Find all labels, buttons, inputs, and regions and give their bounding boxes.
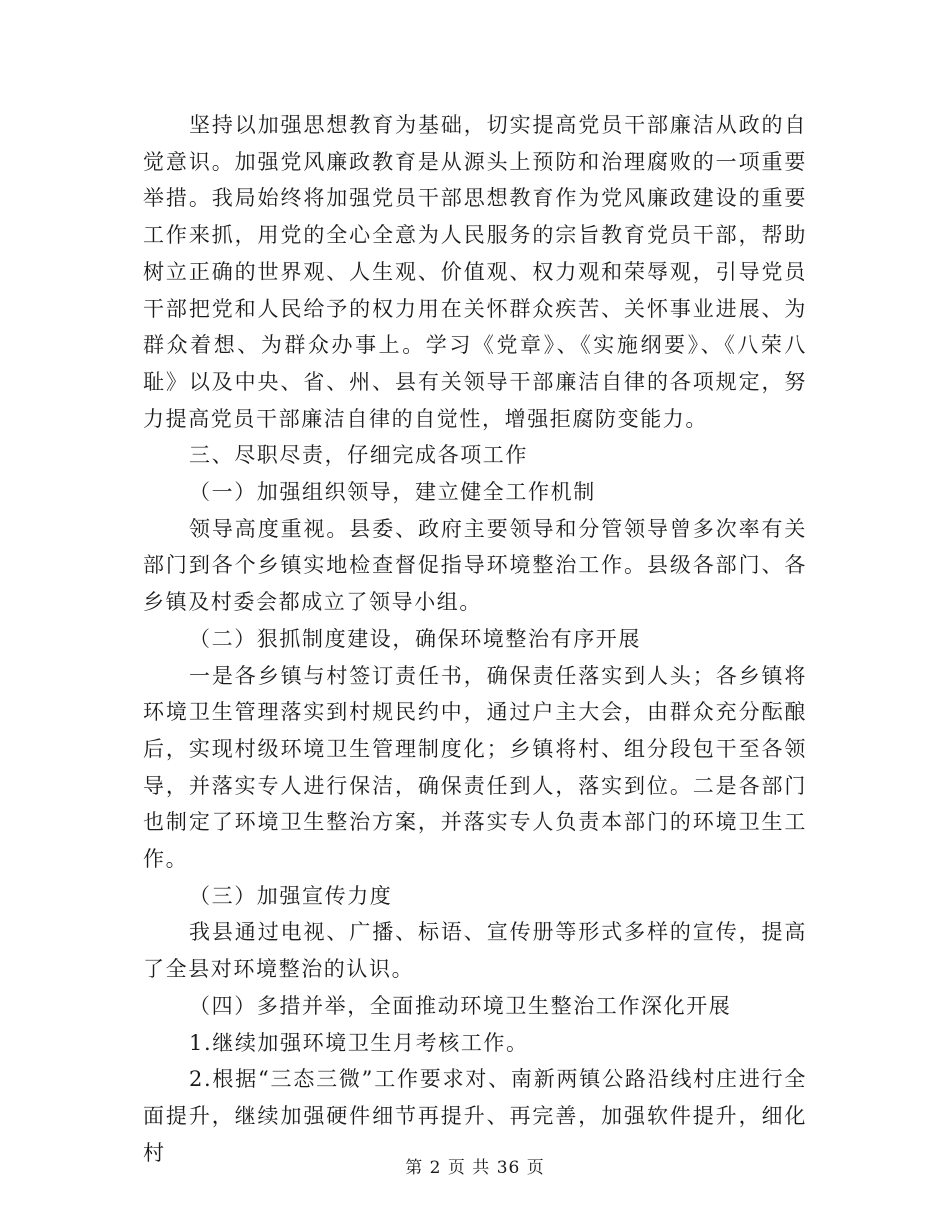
list-item-one: 1.继续加强环境卫生月考核工作。 bbox=[189, 1030, 529, 1055]
subheading-four: （四）多措并举，全面推动环境卫生整治工作深化开展 bbox=[189, 993, 732, 1018]
subheading-one: （一）加强组织领导，建立健全工作机制 bbox=[189, 480, 596, 505]
paragraph-leadership: 领导高度重视。县委、政府主要领导和分管领导曾多次率有关部门到各个乡镇实地检查督促指导环境整治工作。县级各部门、各乡镇及村委会都成立了领导小组。 bbox=[143, 516, 807, 615]
paragraph-publicity: 我县通过电视、广播、标语、宣传册等形式多样的宣传，提高了全县对环境整治的认识。 bbox=[143, 920, 807, 982]
list-item-two: 2.根据“三态三微”工作要求对、南新两镇公路沿线村庄进行全面提升，继续加强硬件细节再提升、再完善，加强软件提升，细化村 bbox=[143, 1067, 807, 1165]
section-heading-three: 三、尽职尽责，仔细完成各项工作 bbox=[189, 443, 528, 468]
page-number-footer: 第 2 页 共 36 页 bbox=[405, 1158, 545, 1178]
subheading-two: （二）狠抓制度建设，确保环境整治有序开展 bbox=[189, 626, 641, 651]
subheading-three: （三）加强宣传力度 bbox=[189, 883, 393, 908]
document-body bbox=[143, 107, 807, 1171]
paragraph-ideological-education: 坚持以加强思想教育为基础，切实提高党员干部廉洁从政的自觉意识。加强党风廉政教育是从源头上预防和治理腐败的一项重要举措。我局始终将加强党员干部思想教育作为党风廉政建设的重要工作来抓，用党的全心全意为人民服务的宗旨教育党员干部，帮助树立正确的世界观、人生观、价值观、权力观和荣辱观，引导党员干部把党和人民给予的权力用在关怀群众疾苦、关怀事业进展、为群众着想、为群众办事上。学习《党章》、《实施纲要》、《八荣八耻》以及中央、省、州、县有关领导干部廉洁自律的各项规定，努力提高党员干部廉洁自律的自觉性，增强拒腐防变能力。 bbox=[143, 113, 807, 431]
paragraph-system-building: 一是各乡镇与村签订责任书，确保责任落实到人头；各乡镇将环境卫生管理落实到村规民约中，通过户主大会，由群众充分酝酿后，实现村级环境卫生管理制度化；乡镇将村、组分段包干至各领导，并落实专人进行保洁，确保责任到人，落实到位。二是各部门也制定了环境卫生整治方案，并落实专人负责本部门的环境卫生工作。 bbox=[143, 663, 807, 872]
